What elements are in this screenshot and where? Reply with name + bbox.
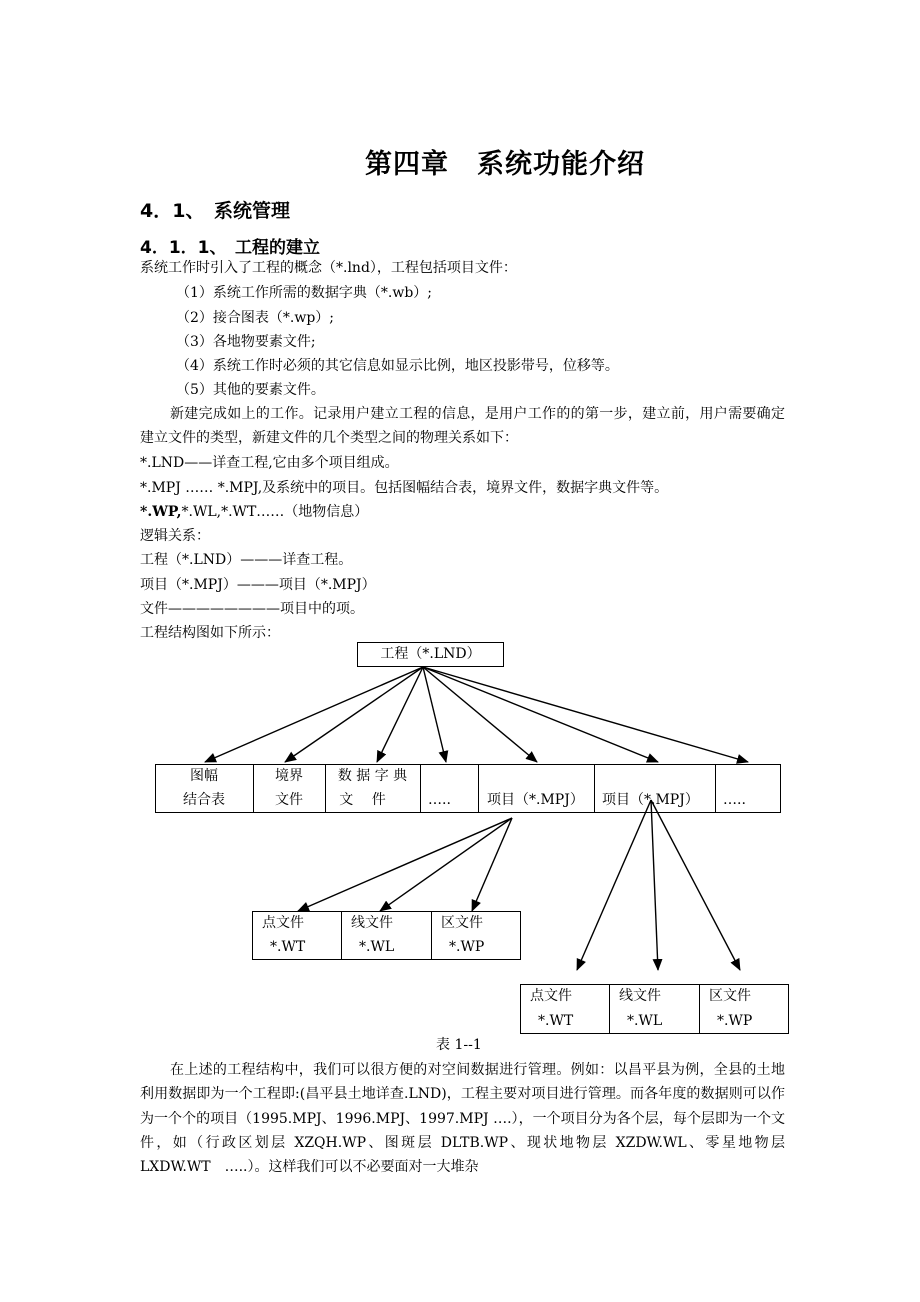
root-node [357,642,504,667]
row-cell-text: ….. [428,792,451,808]
subsection-heading: 4．1．1、 工程的建立 [140,238,320,258]
arrow [577,800,651,970]
paragraph: 新建完成如上的工作。记录用户建立工程的信息，是用户工作的的第一步，建立前，用户需要确定建立文件的类型，新建文件的几个类型之间的物理关系如下： [140,406,785,447]
section-heading: 4．1、 系统管理 [140,200,290,222]
type-line-rest: *.WL,*.WT……（地物信息） [181,504,369,520]
row-cell-text: 项目（*.MPJ） [602,792,699,808]
logic-line: 文件————————项目中的项。 [140,601,364,617]
list-item: （4）系统工作时必须的其它信息如显示比例，地区投影带号，位移等。 [176,358,619,374]
row-cell-text: 数 据 字 典 [337,768,408,784]
arrow [423,667,658,762]
list-item: （1）系统工作所需的数据字典（*.wb）; [176,285,433,301]
diagram-intro: 工程结构图如下所示： [140,625,280,641]
row-cell-text: 项目（*.MPJ） [487,792,584,808]
row-cell-text: 图幅 [190,768,218,784]
file-cell-text: *.WP [717,1013,753,1029]
type-line: *.LND——详查工程,它由多个项目组成。 [140,455,399,471]
intro-line: 系统工作时引入了工程的概念（*.lnd），工程包括项目文件： [140,260,517,276]
divider [341,911,342,960]
divider [420,764,421,813]
root-label: 工程（*.LND） [380,646,481,662]
row-cell-text: 境界 [275,768,303,784]
arrow [205,667,423,762]
arrow [377,667,423,762]
arrow [423,667,446,762]
arrow [651,800,658,970]
list-item: （2）接合图表（*.wp）; [176,310,335,326]
divider [478,764,479,813]
divider [715,764,716,813]
arrow [423,667,748,762]
list-item: （5）其他的要素文件。 [176,382,325,398]
list-item: （3）各地物要素文件; [176,334,316,350]
row-cell-text: 文件 [275,792,303,808]
file-cell-text: 区文件 [441,915,483,931]
file-cell-text: 点文件 [262,915,304,931]
divider [699,984,700,1034]
file-cell-text: *.WL [359,939,395,955]
row-cell-text: 结合表 [183,792,225,808]
file-cell-text: *.WT [270,939,306,955]
logic-line: 工程（*.LND）———详查工程。 [140,552,353,568]
file-cell-text: *.WT [538,1013,574,1029]
chapter-title: 第四章 系统功能介绍 [365,149,645,180]
row-cell-text: 文 件 [339,792,386,808]
arrow [285,667,423,762]
divider [594,764,595,813]
divider [431,911,432,960]
file-cell-text: 线文件 [351,915,393,931]
logic-title: 逻辑关系： [140,528,210,544]
file-cell-text: *.WP [449,939,485,955]
arrow [298,818,512,911]
file-cell-text: 线文件 [619,988,661,1004]
bold-text: *.WP, [140,504,182,520]
file-cell-text: 点文件 [530,988,572,1004]
type-line: *.MPJ …… *.MPJ,及系统中的项目。包括图幅结合表，境界文件，数据字典文件等。 [140,480,669,496]
paragraph: 在上述的工程结构中，我们可以很方便的对空间数据进行管理。例如：以昌平县为例，全县的土地利用数据即为一个工程即:(昌平县土地详查.LND)，工程主要对项目进行管理。而各年度的数据则可以作为一个个的项目（1995.MPJ、1996.MPJ、1997.MPJ ….），一个项目分为各个层，每个层即为一个文件，如（行政区划层 XZQH.WP、图斑层 DLTB.WP、现状地物层 XZDW.WL、零星地物层 LXDW.WT …..）。这样我们可以不必要面对一大堆杂 [140,1062,785,1176]
arrow [651,800,740,970]
row-cell-text: ….. [723,792,746,808]
figure-caption: 表 1--1 [436,1037,482,1053]
logic-line: 项目（*.MPJ）———项目（*.MPJ） [140,577,376,593]
arrow [423,667,537,762]
file-cell-text: 区文件 [709,988,751,1004]
divider [609,984,610,1034]
file-cell-text: *.WL [627,1013,663,1029]
